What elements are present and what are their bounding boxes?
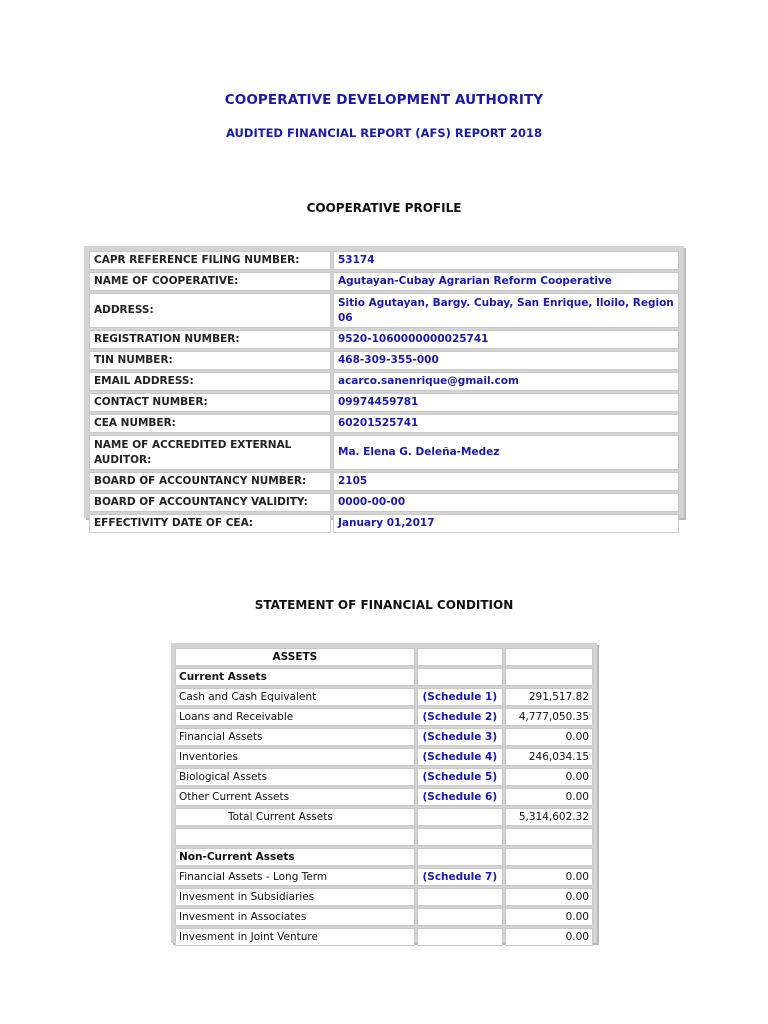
profile-label: CEA NUMBER: xyxy=(89,414,331,433)
profile-label: NAME OF COOPERATIVE: xyxy=(89,272,331,291)
report-title: AUDITED FINANCIAL REPORT (AFS) REPORT 2018 xyxy=(226,126,542,140)
schedule-link[interactable]: (Schedule 7) xyxy=(417,868,503,886)
table-row xyxy=(89,435,679,470)
asset-item: Financial Assets xyxy=(175,728,415,746)
table-row xyxy=(89,293,679,328)
table-row xyxy=(89,393,679,412)
empty-cell xyxy=(505,648,593,666)
assets-header: ASSETS xyxy=(175,648,415,666)
profile-value: Agutayan-Cubay Agrarian Reform Cooperative xyxy=(333,272,679,291)
non-current-assets-label: Non-Current Assets xyxy=(175,848,415,866)
profile-email-value[interactable]: acarco.sanenrique@gmail.com xyxy=(333,372,679,391)
assets-table-container xyxy=(171,643,597,943)
asset-amount: 0.00 xyxy=(505,868,593,886)
profile-value: 53174 xyxy=(333,251,679,270)
current-assets-label: Current Assets xyxy=(175,668,415,686)
table-row xyxy=(175,928,593,946)
table-row xyxy=(175,868,593,886)
table-row xyxy=(175,908,593,926)
profile-label: BOARD OF ACCOUNTANCY VALIDITY: xyxy=(89,493,331,512)
empty-cell xyxy=(417,828,503,846)
asset-item: Biological Assets xyxy=(175,768,415,786)
asset-item: Loans and Receivable xyxy=(175,708,415,726)
table-row xyxy=(175,688,593,706)
table-row xyxy=(89,472,679,491)
table-row xyxy=(89,330,679,349)
empty-cell xyxy=(175,828,415,846)
asset-item: Invesment in Subsidiaries xyxy=(175,888,415,906)
profile-value: 60201525741 xyxy=(333,414,679,433)
table-row xyxy=(175,788,593,806)
empty-cell xyxy=(505,848,593,866)
table-row xyxy=(175,748,593,766)
total-current-assets-label: Total Current Assets xyxy=(175,808,415,826)
schedule-link[interactable]: (Schedule 2) xyxy=(417,708,503,726)
table-row xyxy=(89,272,679,291)
profile-label: CONTACT NUMBER: xyxy=(89,393,331,412)
asset-amount: 0.00 xyxy=(505,888,593,906)
total-current-assets-amount: 5,314,602.32 xyxy=(505,808,593,826)
schedule-link[interactable]: (Schedule 5) xyxy=(417,768,503,786)
empty-cell xyxy=(417,808,503,826)
profile-value: Ma. Elena G. Deleña-Medez xyxy=(333,435,679,470)
table-row xyxy=(175,648,593,666)
empty-cell xyxy=(417,928,503,946)
profile-value: 2105 xyxy=(333,472,679,491)
profile-label: EMAIL ADDRESS: xyxy=(89,372,331,391)
table-row xyxy=(89,414,679,433)
table-row xyxy=(175,768,593,786)
empty-cell xyxy=(417,668,503,686)
profile-label: EFFECTIVITY DATE OF CEA: xyxy=(89,514,331,533)
profile-value: January 01,2017 xyxy=(333,514,679,533)
asset-amount: 0.00 xyxy=(505,928,593,946)
table-row xyxy=(175,808,593,826)
table-row xyxy=(89,493,679,512)
asset-item: Cash and Cash Equivalent xyxy=(175,688,415,706)
asset-amount: 0.00 xyxy=(505,788,593,806)
empty-cell xyxy=(505,668,593,686)
profile-label: CAPR REFERENCE FILING NUMBER: xyxy=(89,251,331,270)
profile-label: REGISTRATION NUMBER: xyxy=(89,330,331,349)
asset-item: Inventories xyxy=(175,748,415,766)
profile-value: Sitio Agutayan, Bargy. Cubay, San Enrique, Iloilo, Region 06 xyxy=(333,293,679,328)
empty-cell xyxy=(417,648,503,666)
schedule-link[interactable]: (Schedule 6) xyxy=(417,788,503,806)
empty-cell xyxy=(417,908,503,926)
empty-cell xyxy=(505,828,593,846)
assets-table xyxy=(173,646,595,948)
schedule-link[interactable]: (Schedule 3) xyxy=(417,728,503,746)
schedule-link[interactable]: (Schedule 1) xyxy=(417,688,503,706)
profile-label: ADDRESS: xyxy=(89,293,331,328)
profile-table-container xyxy=(84,246,684,529)
profile-value: 9520-1060000000025741 xyxy=(333,330,679,349)
table-row xyxy=(175,828,593,846)
table-row xyxy=(89,372,679,391)
table-row xyxy=(89,251,679,270)
asset-amount: 0.00 xyxy=(505,908,593,926)
empty-cell xyxy=(417,888,503,906)
profile-label: BOARD OF ACCOUNTANCY NUMBER: xyxy=(89,472,331,491)
asset-item: Other Current Assets xyxy=(175,788,415,806)
profile-table xyxy=(87,249,681,535)
profile-label: TIN NUMBER: xyxy=(89,351,331,370)
profile-heading: COOPERATIVE PROFILE xyxy=(306,201,462,215)
table-row xyxy=(175,848,593,866)
profile-label: NAME OF ACCREDITED EXTERNAL AUDITOR: xyxy=(89,435,331,470)
profile-value: 0000-00-00 xyxy=(333,493,679,512)
table-row xyxy=(89,514,679,533)
asset-amount: 0.00 xyxy=(505,768,593,786)
asset-amount: 0.00 xyxy=(505,728,593,746)
financial-heading: STATEMENT OF FINANCIAL CONDITION xyxy=(254,598,514,612)
table-row xyxy=(175,728,593,746)
schedule-link[interactable]: (Schedule 4) xyxy=(417,748,503,766)
asset-item: Invesment in Associates xyxy=(175,908,415,926)
table-row xyxy=(175,708,593,726)
table-row xyxy=(89,351,679,370)
profile-value: 09974459781 xyxy=(333,393,679,412)
empty-cell xyxy=(417,848,503,866)
table-row xyxy=(175,668,593,686)
asset-amount: 246,034.15 xyxy=(505,748,593,766)
asset-amount: 291,517.82 xyxy=(505,688,593,706)
asset-item: Invesment in Joint Venture xyxy=(175,928,415,946)
authority-title: COOPERATIVE DEVELOPMENT AUTHORITY xyxy=(224,92,544,108)
asset-item: Financial Assets - Long Term xyxy=(175,868,415,886)
profile-value: 468-309-355-000 xyxy=(333,351,679,370)
asset-amount: 4,777,050.35 xyxy=(505,708,593,726)
table-row xyxy=(175,888,593,906)
